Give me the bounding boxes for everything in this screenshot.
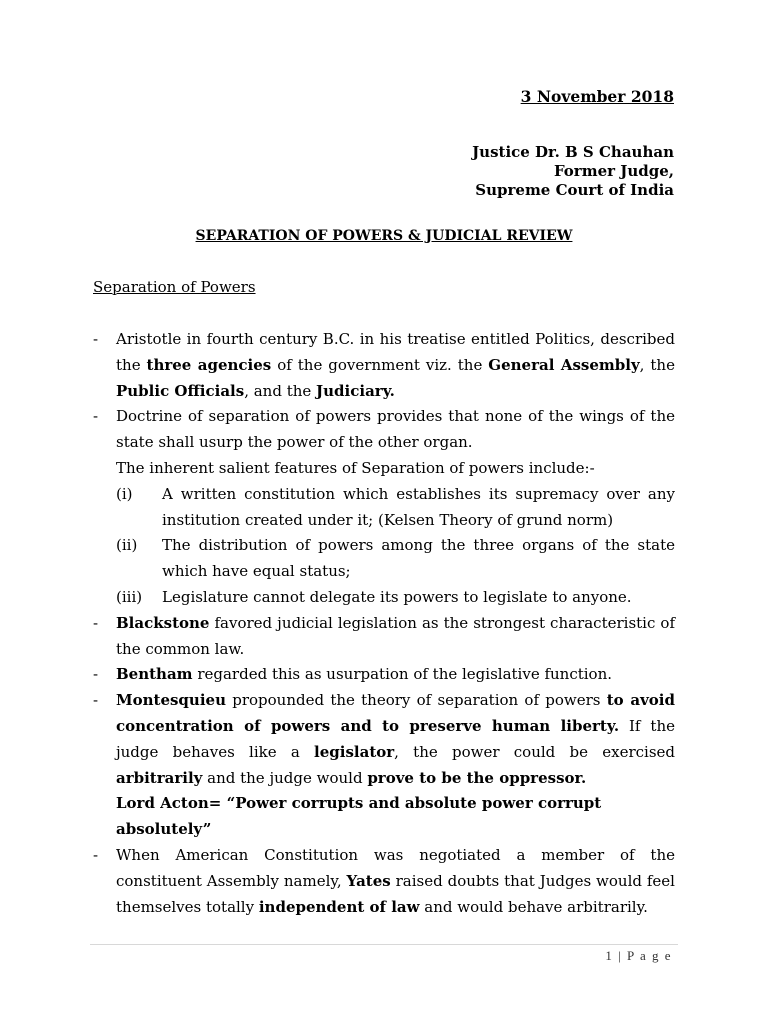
author-block [472, 143, 674, 200]
feature-number: (iii) [116, 587, 143, 606]
bullet-doctrine [93, 404, 675, 456]
bold-run: prove to be the oppressor. [367, 768, 587, 787]
acton-quote [93, 791, 675, 843]
bold-run: Montesquieu [116, 691, 226, 710]
bullet-montesquieu [93, 688, 675, 791]
bullet-yates [93, 843, 675, 920]
bold-run: three agencies [146, 355, 272, 374]
text-run: raised doubts that Judges would feel themselves totally [116, 871, 675, 916]
text-run: Doctrine of separation of powers provides that none of the wings of the state shall usurp the power of the other organ. [116, 407, 675, 452]
bold-run: arbitrarily [116, 768, 203, 787]
text-run: and the judge would [202, 768, 368, 787]
bullet-bentham [93, 662, 675, 688]
bullet-dash: - [93, 613, 99, 632]
bold-run: Lord Acton= “Power corrupts and absolute power corrupt absolutely” [116, 794, 602, 839]
author-court: Supreme Court of India [475, 181, 674, 199]
bold-run: independent of law [258, 897, 420, 916]
bold-run: Judiciary. [316, 381, 395, 400]
text-run: propounded the theory of separation of powers [225, 691, 607, 710]
text-run: , and the [244, 381, 317, 400]
page-number: 1 [605, 948, 614, 963]
feature-number: (i) [116, 484, 133, 503]
text-run: , the power could be exercised [394, 742, 675, 761]
document-date: 3 November 2018 [520, 87, 674, 106]
feature-text: A written constitution which establishes its supremacy over any institution created under it; (Kelsen Theory of grund norm) [162, 484, 675, 529]
text-run: , the [639, 355, 675, 374]
feature-item [93, 533, 675, 585]
bold-run: General Assembly [488, 355, 640, 374]
footer-divider [90, 944, 678, 945]
text-run: and would behave arbitrarily. [419, 897, 648, 916]
bold-run: Bentham [116, 665, 193, 684]
features-intro: The inherent salient features of Separation of powers include:- [116, 458, 595, 477]
bullet-aristotle [93, 327, 675, 404]
bold-run: legislator [314, 742, 395, 761]
feature-item [93, 585, 675, 611]
feature-text: The distribution of powers among the three organs of the state which have equal status; [162, 536, 675, 581]
section-heading: Separation of Powers [93, 278, 256, 296]
page-label: P a g e [626, 948, 672, 963]
feature-number: (ii) [116, 536, 138, 555]
page-separator: | [613, 948, 627, 963]
text-run: Aristotle in fourth century B.C. in his treatise entitled Politics, described the [116, 330, 675, 374]
bullet-dash: - [93, 845, 99, 864]
author-name: Justice Dr. B S Chauhan [472, 143, 674, 161]
bullet-dash: - [93, 407, 99, 426]
text-run: of the government viz. the [271, 355, 489, 374]
bullet-blackstone [93, 611, 675, 663]
feature-item [93, 482, 675, 534]
document-title: SEPARATION OF POWERS & JUDICIAL REVIEW [195, 228, 573, 244]
bold-run: Blackstone [116, 613, 210, 632]
bold-run: Public Officials [116, 381, 245, 400]
bullet-dash: - [93, 665, 99, 684]
text-run: favored judicial legislation as the strongest characteristic of the common law. [116, 613, 675, 658]
bold-run: Yates [346, 871, 391, 890]
text-run: If the judge behaves like a [116, 716, 675, 761]
feature-text: Legislature cannot delegate its powers to legislate to anyone. [162, 587, 632, 606]
bullet-dash: - [93, 691, 99, 710]
text-run: regarded this as usurpation of the legislative function. [192, 665, 613, 684]
text-run: When American Constitution was negotiated a member of the constituent Assembly namely, [116, 845, 675, 890]
bold-run: to avoid concentration of powers and to preserve human liberty. [116, 691, 675, 735]
page-footer [605, 948, 672, 964]
bullet-dash: - [93, 330, 99, 348]
document-body [93, 327, 675, 920]
author-position: Former Judge, [553, 162, 674, 180]
